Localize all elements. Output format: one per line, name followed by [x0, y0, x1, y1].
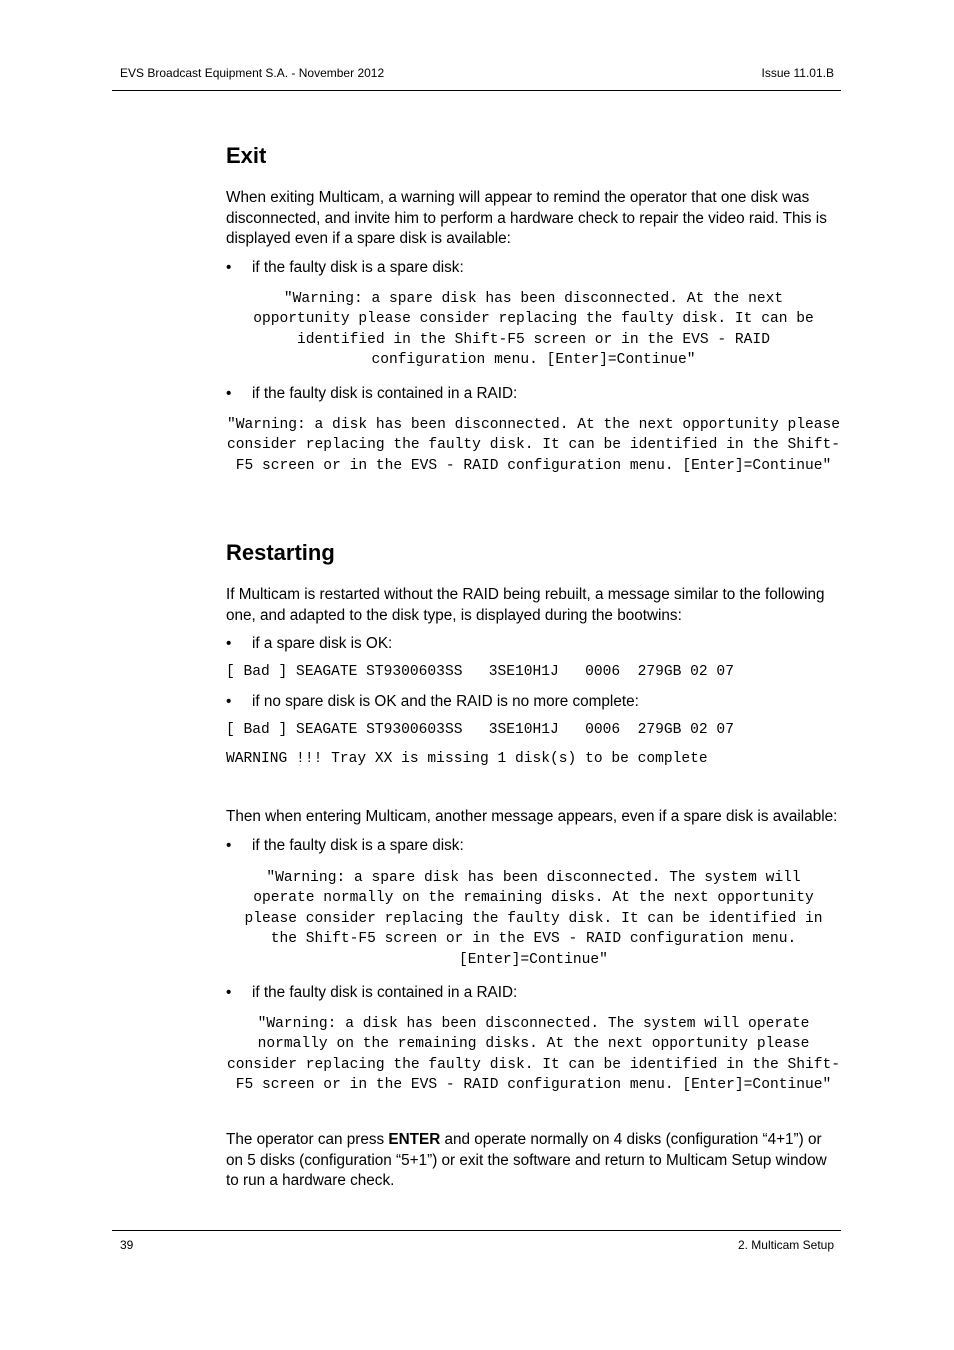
exit-intro: When exiting Multicam, a warning will appear to remind the operator that one disk was disconnected, and invite him to perform a hardware check to repair the video raid. This is displayed even if a spare disk is available:: [226, 189, 827, 247]
final-text-pre: The operator can press: [226, 1131, 389, 1148]
boot-line: [ Bad ] SEAGATE ST9300603SS 3SE10H1J 0006 279GB 02 07: [226, 664, 734, 680]
list-item: [226, 384, 517, 404]
warning-message: "Warning: a spare disk has been disconnected. The system will operate normally on the remaining disks. At the next opportunity please consider replacing the faulty disk. It can be identified in the Shift-F5 screen or in the EVS - RAID configuration menu. [Enter]=Continue": [244, 870, 823, 968]
section-title-restarting: Restarting: [226, 540, 335, 565]
bullet-icon: •: [226, 635, 232, 652]
bullet-icon: •: [226, 984, 232, 1001]
header-rule: [112, 90, 841, 91]
enter-key-label: ENTER: [388, 1131, 441, 1148]
bullet-text: if the faulty disk is a spare disk:: [252, 259, 464, 276]
bullet-icon: •: [226, 385, 232, 402]
bullet-text: if the faulty disk is contained in a RAID:: [252, 385, 518, 402]
bullet-text: if the faulty disk is contained in a RAID:: [252, 984, 518, 1001]
section-title-exit: Exit: [226, 143, 267, 168]
chapter-name: 2. Multicam Setup: [737, 1238, 834, 1252]
final-paragraph: [226, 1130, 841, 1192]
list-item: [226, 983, 517, 1003]
bullet-icon: •: [226, 259, 232, 276]
boot-warning-line: WARNING !!! Tray XX is missing 1 disk(s) to be complete: [226, 751, 708, 767]
boot-line: [ Bad ] SEAGATE ST9300603SS 3SE10H1J 0006 279GB 02 07: [226, 722, 734, 738]
page-number: 39: [120, 1238, 134, 1252]
header-right: Issue 11.01.B: [761, 66, 834, 80]
bullet-text: if a spare disk is OK:: [252, 635, 393, 652]
bullet-icon: •: [226, 693, 232, 710]
bullet-text: if the faulty disk is a spare disk:: [252, 837, 464, 854]
then-text: Then when entering Multicam, another message appears, even if a spare disk is available:: [226, 808, 838, 825]
header-left: EVS Broadcast Equipment S.A. - November 2012: [120, 66, 385, 80]
restarting-intro: If Multicam is restarted without the RAID being rebuilt, a message similar to the following one, and adapted to the disk type, is displayed during the bootwins:: [226, 586, 825, 624]
bullet-icon: •: [226, 837, 232, 854]
list-item: [226, 258, 464, 278]
list-item: [226, 836, 464, 856]
footer-rule: [112, 1230, 841, 1231]
warning-message: "Warning: a spare disk has been disconnected. At the next opportunity please consider replacing the faulty disk. It can be identified in the Shift-F5 screen or in the EVS - RAID configuration menu. [Enter]=Continue": [253, 291, 814, 369]
bullet-text: if no spare disk is OK and the RAID is no more complete:: [252, 693, 639, 710]
final-text-post: and operate normally on 4 disks (configuration “4+1”) or on 5 disks (configuration “5+1”) or exit the software and return to Multicam Setup window to run a hardware check.: [226, 1131, 827, 1189]
warning-message: "Warning: a disk has been disconnected. At the next opportunity please consider replacing the faulty disk. It can be identified in the Shift-F5 screen or in the EVS - RAID configuration menu. [Enter]=Continue": [226, 417, 841, 474]
list-item: [226, 692, 639, 712]
list-item: [226, 634, 392, 654]
warning-message: "Warning: a disk has been disconnected. The system will operate normally on the remaining disks. At the next opportunity please consider replacing the faulty disk. It can be identified in the Shift-F5 screen or in the EVS - RAID configuration menu. [Enter]=Continue": [226, 1016, 841, 1094]
